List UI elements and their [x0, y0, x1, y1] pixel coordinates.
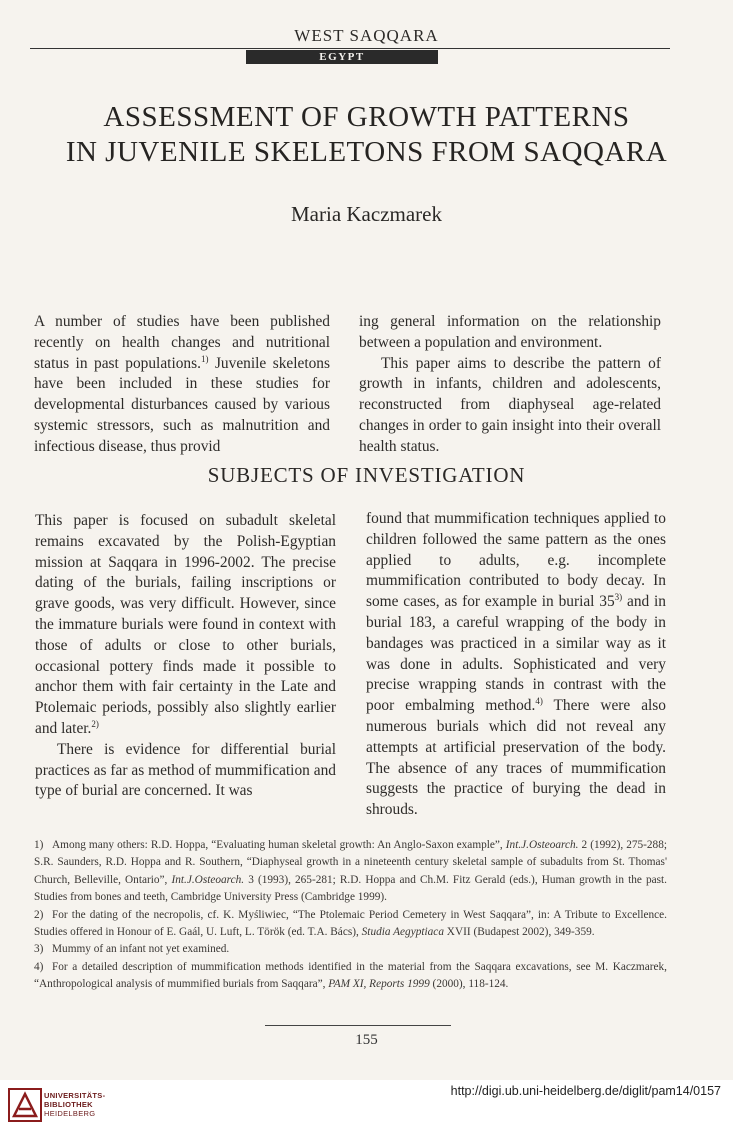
footnote-number: 3) — [34, 943, 44, 956]
footnote-text: 3 (1993), 265-281; R.D. Hoppa and Ch.M. Fitz Gerald (eds.), Human growth in the past. Studies from bones and teeth, Cambridge University Press (Cambridge 1999). — [34, 873, 667, 904]
section-heading-subjects: SUBJECTS OF INVESTIGATION — [207, 463, 526, 487]
footnote-text: (2000), 118-124. — [429, 978, 509, 991]
footnote-journal: Studia Aegyptiaca — [361, 926, 444, 939]
intro-paragraph-1-cont: ing general information on the relationship between a population and environment. — [359, 313, 661, 351]
title-line-2: IN JUVENILE SKELETONS FROM SAQQARA — [65, 136, 668, 168]
footnotes — [34, 837, 667, 994]
subjects-text-a: This paper is focused on subadult skeletal remains excavated by the Polish-Egyptian mission at Saqqara in 1996-2002. The precise dating of the burials, failing inscriptions or grave goods, was very difficult. However, since the immature burials were found in context with those of adults or close to other burials, occasional pottery finds made it possible to anchor them with fair certainty in the Late and Ptolemaic periods, possibly also slightly earlier and later. — [35, 512, 336, 737]
library-name — [44, 1091, 105, 1118]
footnote-1 — [34, 837, 667, 907]
title-line-1: ASSESSMENT OF GROWTH PATTERNS — [103, 101, 630, 133]
subjects-right-text-c: There were also numerous burials which did not reveal any attempts at artificial preservation of the body. The absence of any traces of mummification suggests the practice of burying the dead in shrouds. — [366, 697, 666, 819]
footnote-number: 1) — [34, 839, 44, 851]
footnote-4 — [34, 959, 667, 994]
library-logo-icon[interactable] — [8, 1088, 42, 1122]
footnote-3 — [34, 941, 667, 958]
footnote-ref-4: 4) — [535, 696, 543, 707]
subjects-right-column — [366, 509, 666, 821]
header-rule — [30, 48, 670, 49]
subjects-paragraph-1 — [35, 511, 336, 740]
subjects-paragraph-2: There is evidence for differential burial practices as far as method of mummification and type of burial are concerned. It was — [35, 740, 336, 800]
intro-text-a: A number of studies have been published recently on health changes and nutritional status in past populations. — [34, 313, 330, 372]
section-badge: EGYPT — [246, 50, 438, 64]
footnote-2 — [34, 907, 667, 942]
library-name-line-2: BIBLIOTHEK — [44, 1100, 93, 1109]
footnote-text: For a detailed description of mummification methods identified in the material from the Saqqara excavations, see M. Kaczmarek, “Anthropological analysis of mummified burials from Saqqara”, — [34, 960, 667, 991]
footnote-text: Among many others: R.D. Hoppa, “Evaluating human skeletal growth: An Anglo-Saxon example”, — [52, 839, 506, 851]
footnote-journal: Int.J.Osteoarch. — [505, 839, 579, 851]
footnote-text: For the dating of the necropolis, cf. K. Myśliwiec, “The Ptolemaic Period Cemetery in West Saqqara”, in: A Tribute to Excellence. Studies offered in Honour of E. Gaál, U. Luft, L. Török (ed. T.A. Bács), — [34, 908, 667, 939]
footnote-text: 2 (1992), 275-288; S.R. Saunders, R.D. Hoppa and R. Southern, “Diaphyseal growth in a nineteenth century skeletal sample of subadults from St. Thomas' Church, Belleville, Ontario”, — [34, 839, 667, 886]
subjects-right-text-a: found that mummification techniques applied to children followed the same pattern as the ones applied to adults, e.g. incomplete mummification contributed to body decay. In some cases, as for example in burial 35 — [366, 510, 666, 611]
footnote-journal: Int.J.Osteoarch. — [171, 873, 245, 886]
subjects-paragraph-2-cont — [366, 509, 666, 821]
article-author: Maria Kaczmarek — [291, 202, 442, 226]
library-name-line-1: UNIVERSITÄTS- — [44, 1091, 106, 1100]
intro-left-column — [34, 312, 330, 458]
logo-mark — [14, 1094, 36, 1116]
library-city: HEIDELBERG — [44, 1109, 96, 1118]
footnote-ref-2: 2) — [91, 718, 99, 729]
intro-paragraph-2: This paper aims to describe the pattern of growth in infants, children and adolescents, reconstructed from diaphyseal age-related changes in order to gain insight into their overall health status. — [359, 354, 661, 455]
footnote-text: Mummy of an infant not yet examined. — [52, 943, 230, 956]
running-head: WEST SAQQARA — [294, 26, 439, 45]
subjects-left-column — [35, 511, 336, 802]
subjects-right-text-b: and in burial 183, a careful wrapping of the body in bandages was practiced in a similar way as it was done in adults. Sophisticated and very precise wrapping stands in contrast with the poor embalming method. — [366, 593, 666, 715]
intro-paragraph-1 — [34, 312, 330, 458]
footnote-ref-3: 3) — [614, 592, 623, 603]
footnote-ref-1: 1) — [200, 353, 209, 364]
intro-right-column — [359, 312, 661, 458]
page-number: 155 — [355, 1032, 378, 1048]
folio-rule — [265, 1025, 451, 1026]
footnote-number: 2) — [34, 908, 44, 921]
footnote-text: XVII (Budapest 2002), 349-359. — [443, 926, 595, 939]
article-title — [20, 100, 713, 170]
source-url-link[interactable]: http://digi.ub.uni-heidelberg.de/diglit/pam14/0157 — [450, 1084, 721, 1098]
footnote-number: 4) — [34, 960, 44, 973]
footnote-journal: PAM XI, Reports 1999 — [328, 978, 430, 991]
intro-text-b: Juvenile skeletons have been included in these studies for developmental disturbances caused by various systemic stressors, such as malnutrition and infectious disease, thus provid — [34, 354, 330, 455]
